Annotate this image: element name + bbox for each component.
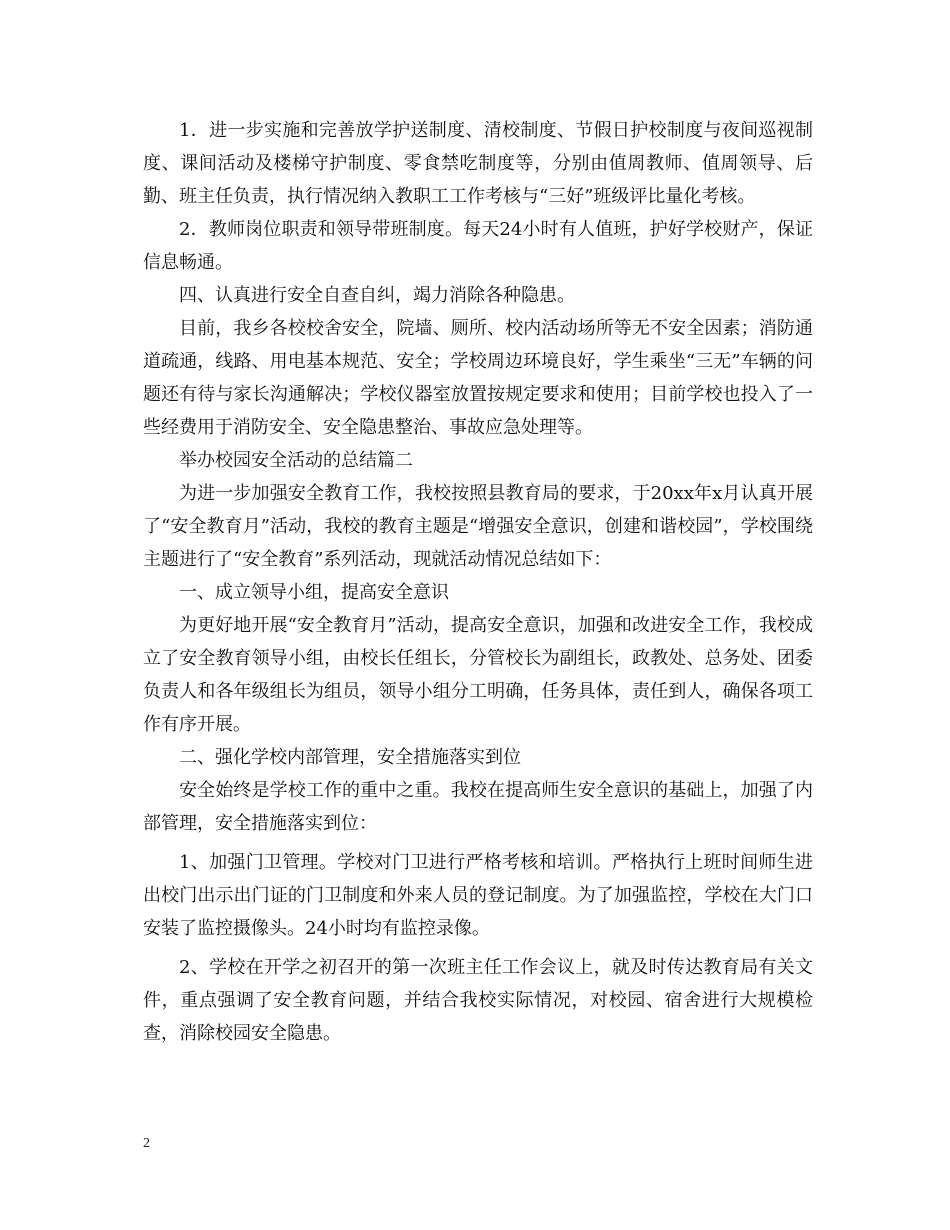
paragraph-current-status: 目前，我乡各校校舍安全，院墙、厕所、校内活动场所等无不安全因素；消防通道疏通，线路、用电基本规范、安全；学校周边环境良好，学生乘坐“三无”车辆的问题还有待与家长沟通解决；学校仪器室放置按规定要求和使用；目前学校也投入了一些经费用于消防安全、安全隐患整治、事故应急处理等。 (143, 318, 813, 438)
page-number: 2 (143, 1136, 150, 1151)
section-heading-4: 四、认真进行安全自查自纠，竭力消除各种隐患。 (179, 285, 575, 306)
paragraph-teacher-meeting: 2、学校在开学之初召开的第一次班主任工作会议上，就及时传达教育局有关文件，重点强调了安全教育问题，并结合我校实际情况，对校园、宿舍进行大规模检查，消除校园安全隐患。 (143, 957, 813, 1044)
paragraph-gate-management: 1、加强门卫管理。学校对门卫进行严格考核和培训。严格执行上班时间师生进出校门出示出门证的门卫制度和外来人员的登记制度。为了加强监控，学校在大门口安装了监控摄像头。24小时均有监控录像。 (143, 852, 813, 939)
paragraph-measure-2: 2．教师岗位职责和领导带班制度。每天24小时有人值班，护好学校财产，保证信息畅通。 (143, 219, 813, 273)
paragraph-leadership-group: 为更好地开展“安全教育月”活动，提高安全意识，加强和改进安全工作，我校成立了安全教育领导小组，由校长任组长，分管校长为副组长，政教处、总务处、团委负责人和各年级组长为组员，领导小组分工明确，任务具体，责任到人，确保各项工作有序开展。 (143, 615, 813, 735)
paragraph-intro: 为进一步加强安全教育工作，我校按照县教育局的要求，于20xx年x月认真开展了“安全教育月”活动，我校的教育主题是“增强安全意识，创建和谐校园”，学校围绕主题进行了“安全教育”系列活动，现就活动情况总结如下： (143, 483, 813, 570)
paragraph-internal-management: 安全始终是学校工作的重中之重。我校在提高师生安全意识的基础上，加强了内部管理，安全措施落实到位： (143, 780, 813, 834)
article-title-part-2: 举办校园安全活动的总结篇二 (179, 450, 413, 471)
document-body (143, 114, 813, 1050)
section-heading-1: 一、成立领导小组，提高安全意识 (179, 582, 449, 603)
section-heading-2: 二、强化学校内部管理，安全措施落实到位 (179, 747, 521, 768)
paragraph-measure-1: 1．进一步实施和完善放学护送制度、清校制度、节假日护校制度与夜间巡视制度、课间活动及楼梯守护制度、零食禁吃制度等，分别由值周教师、值周领导、后勤、班主任负责，执行情况纳入教职工工作考核与“三好”班级评比量化考核。 (143, 120, 813, 207)
